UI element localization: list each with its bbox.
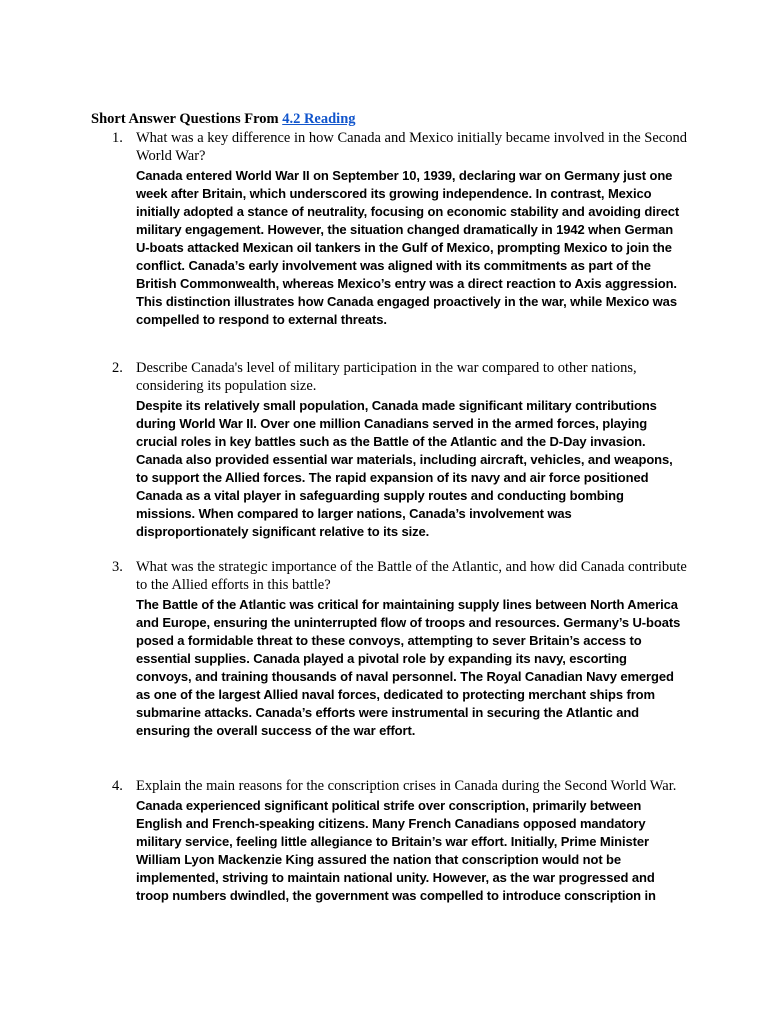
question-item-3 [112,558,692,740]
answer-text: The Battle of the Atlantic was critical for maintaining supply lines between North America and Europe, ensuring the uninterrupted flow of troops and resources. Germany’s U-boats posed a formidable threat to these convoys, attempting to sever Britain’s access to essential supplies. Canada played a pivotal role by expanding its navy, escorting convoys, and training thousands of naval personnel. The Royal Canadian Navy emerged as one of the largest Allied naval forces, dedicated to protecting merchant ships from submarine attacks. Canada’s efforts were instrumental in securing the Atlantic and ensuring the overall success of the war effort. [136,597,681,738]
question-item-2 [112,359,692,541]
reading-link[interactable]: 4.2 Reading [282,111,356,127]
question-text: Explain the main reasons for the conscription crises in Canada during the Second World War. [136,778,677,794]
page-heading [91,110,356,128]
answer-text: Canada experienced significant political strife over conscription, primarily between English and French-speaking citizens. Many French Canadians opposed mandatory military service, feeling little allegiance to Britain’s war effort. Initially, Prime Minister William Lyon Mackenzie King assured the nation that conscription would not be implemented, striving to maintain national unity. However, as the war progressed and troop numbers dwindled, the government was compelled to introduce conscription in [136,798,656,903]
question-text: What was the strategic importance of the Battle of the Atlantic, and how did Canada contribute to the Allied efforts in this battle? [136,559,687,593]
question-number: 1. [112,130,123,146]
heading-prefix: Short Answer Questions From [91,111,283,127]
question-item-4 [112,777,692,905]
question-text: Describe Canada's level of military participation in the war compared to other nations, considering its population size. [136,360,637,394]
question-number: 2. [112,360,123,376]
question-number: 3. [112,559,123,575]
question-text: What was a key difference in how Canada and Mexico initially became involved in the Second World War? [136,130,687,164]
question-item-1 [112,129,692,329]
answer-text: Canada entered World War II on September 10, 1939, declaring war on Germany just one week after Britain, which underscored its growing independence. In contrast, Mexico initially adopted a stance of neutrality, focusing on economic stability and avoiding direct military engagement. However, the situation changed dramatically in 1942 when German U-boats attacked Mexican oil tankers in the Gulf of Mexico, prompting Mexico to join the conflict. Canada’s early involvement was aligned with its commitments as part of the British Commonwealth, whereas Mexico’s entry was a direct reaction to Axis aggression. This distinction illustrates how Canada engaged proactively in the war, while Mexico was compelled to respond to external threats. [136,168,680,327]
question-number: 4. [112,778,123,794]
answer-text: Despite its relatively small population, Canada made significant military contributions during World War II. Over one million Canadians served in the armed forces, playing crucial roles in key battles such as the Battle of the Atlantic and the D-Day invasion. Canada also provided essential war materials, including aircraft, vehicles, and weapons, to support the Allied forces. The rapid expansion of its navy and air force positioned Canada as a vital player in safeguarding supply routes and conducting bombing missions. When compared to larger nations, Canada’s involvement was disproportionately significant relative to its size. [136,398,673,539]
